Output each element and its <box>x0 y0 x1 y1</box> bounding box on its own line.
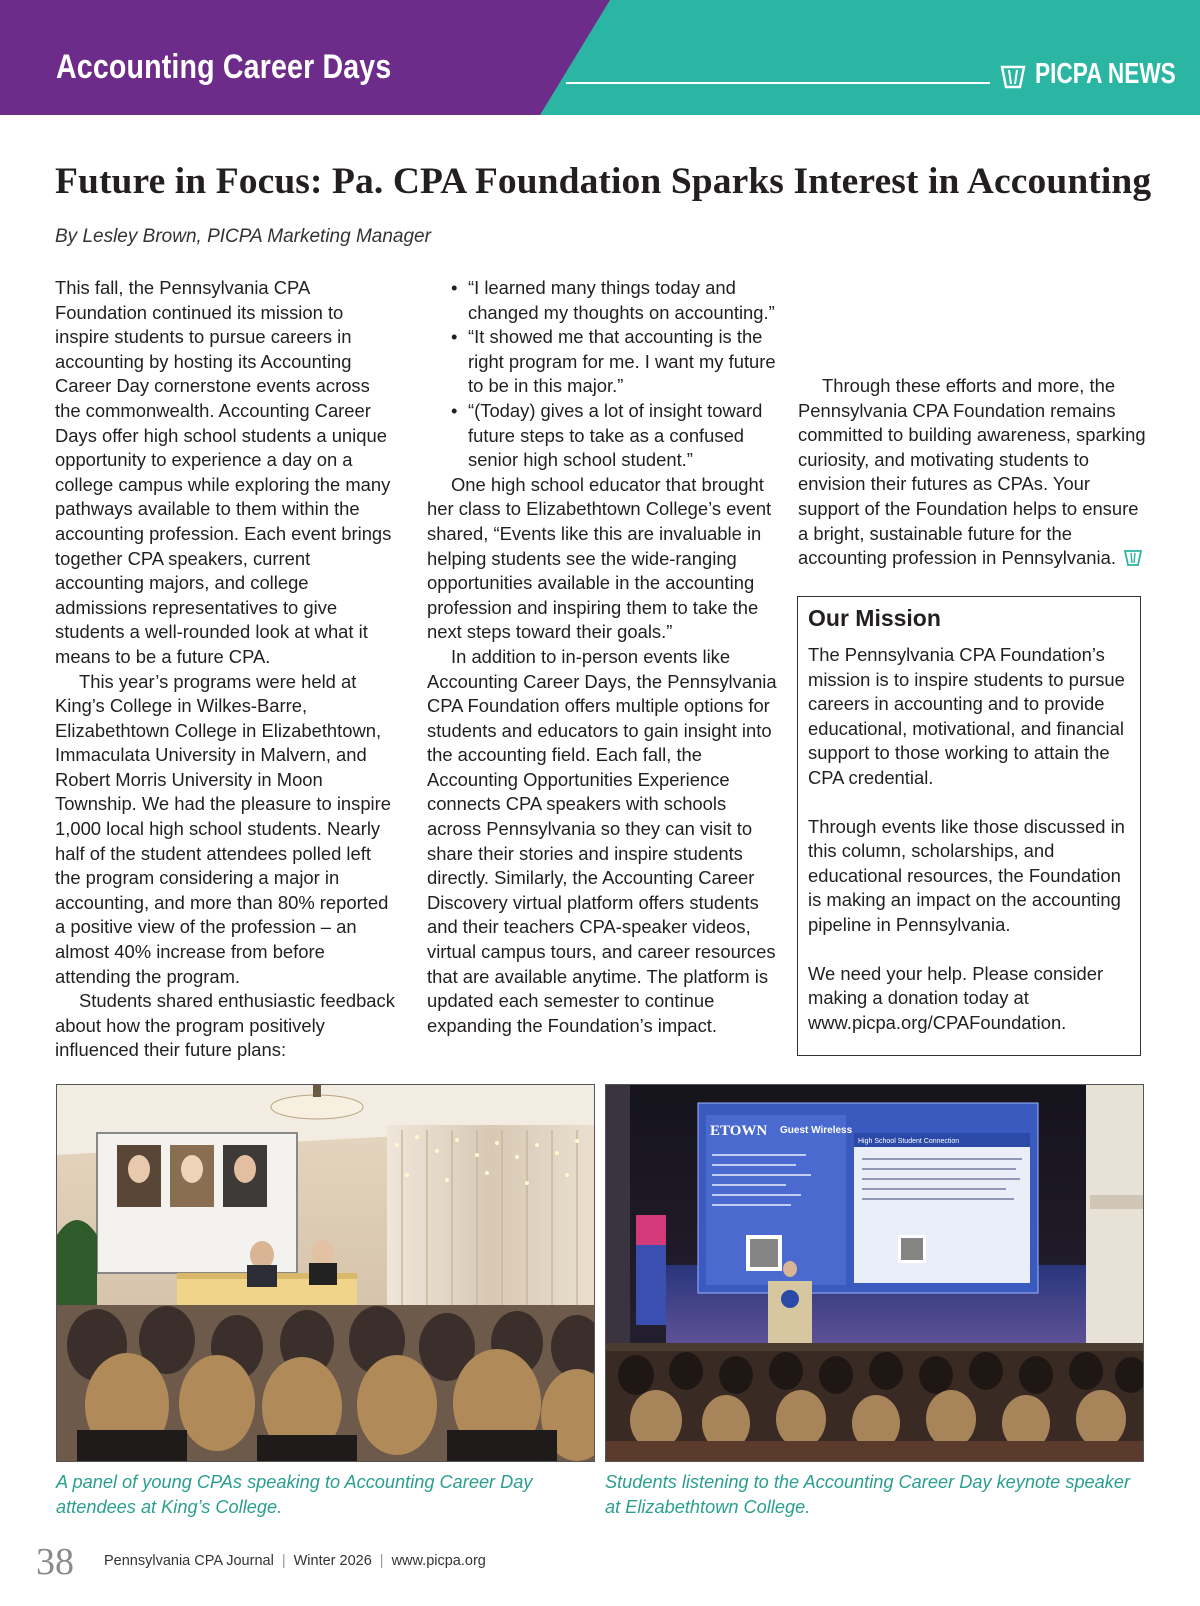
page-number: 38 <box>36 1541 74 1583</box>
end-of-article-icon <box>1124 549 1142 567</box>
article-paragraph: This year’s programs were held at King’s College in Wilkes-Barre, Elizabethtown College in Elizabethtown, Immaculata University in Malvern, and Robert Morris University in Moon Township. We had the pleasure to inspire 1,000 local high school students. Nearly half of the student attendees polled left the program considering a major in accounting, and more than 80% reported a positive view of the profession – an almost 40% increase from before attending the program. <box>55 670 391 987</box>
article-paragraph: Students shared enthusiastic feedback about how the program positively influenced their future plans: <box>55 990 395 1061</box>
mission-donation-paragraph: We need your help. Please consider making a donation today at www.picpa.org/CPAFoundation. <box>808 962 1104 1033</box>
mission-title: Our Mission <box>808 605 941 631</box>
photo-caption-left: A panel of young CPAs speaking to Accounting Career Day attendees at King’s College. <box>56 1472 533 1517</box>
footer-separator: | <box>281 1553 286 1569</box>
footer-website-link[interactable]: www.picpa.org <box>391 1553 486 1569</box>
keynote-photo-illustration <box>606 1085 1144 1462</box>
photo-keynote-elizabethtown <box>605 1084 1144 1462</box>
footer-journal: Pennsylvania CPA Journal <box>104 1553 274 1569</box>
picpa-keystone-icon <box>1000 64 1026 90</box>
article-paragraph: This fall, the Pennsylvania CPA Foundation continued its mission to inspire students to pursue careers in accounting by hosting its Accounting Career Day cornerstone events across the commonwealth. Accounting Career Days offer high school students a unique opportunity to experience a day on a college campus while exploring the many pathways available to them within the accounting profession. Each event brings together CPA speakers, current accounting majors, and college admissions representatives to give students a well-rounded look at what it means to be a future CPA. <box>55 277 392 667</box>
quote-item: • “(Today) gives a lot of insight toward future steps to take as a confused senior high school student.” <box>427 399 777 473</box>
article-column-3 <box>798 276 1146 571</box>
photo-caption-right: Students listening to the Accounting Career Day keynote speaker at Elizabethtown College. <box>605 1472 1131 1517</box>
mission-paragraph: Through events like those discussed in this column, scholarships, and educational resources, the Foundation is making an impact on the accounting pipeline in Pennsylvania. <box>808 815 1125 935</box>
screen-panel-text: High School Student Connection <box>858 1138 960 1145</box>
quote-item: • “It showed me that accounting is the right program for me. I want my future to be in this major.” <box>427 325 777 399</box>
article-paragraph: One high school educator that brought her class to Elizabethtown College’s event shared, “Events like this are invaluable in helping students see the wide-ranging opportunities available in the accounting profession and inspiring them to take the next steps toward their goals.” <box>427 473 772 643</box>
mission-paragraph: The Pennsylvania CPA Foundation’s mission is to inspire students to pursue careers in accounting and to provide educational, motivational, and financial support to those working to attain the CPA credential. <box>808 644 1125 788</box>
screen-title-text: Guest Wireless <box>780 1125 853 1136</box>
article-paragraph-closing <box>798 374 1146 571</box>
article-headline: Future in Focus: Pa. CPA Foundation Sparks Interest in Accounting <box>55 161 1152 202</box>
article-column-1 <box>55 276 400 1063</box>
footer-issue: Winter 2026 <box>293 1553 372 1569</box>
student-quotes-list <box>427 276 777 473</box>
picpa-news-label: PICPA NEWS <box>1035 58 1176 90</box>
footer-info <box>104 1553 486 1569</box>
banner-divider <box>566 82 990 84</box>
quote-item: • “I learned many things today and changed my thoughts on accounting.” <box>427 276 777 325</box>
section-title: Accounting Career Days <box>56 48 392 86</box>
panel-photo-illustration <box>57 1085 595 1462</box>
mission-sidebar <box>797 596 1141 1056</box>
article-column-2 <box>427 276 777 1038</box>
footer-separator: | <box>379 1553 384 1569</box>
article-paragraph: In addition to in-person events like Accounting Career Days, the Pennsylvania CPA Foundation offers multiple options for students and educators to gain insight into the accounting field. Each fall, the Accounting Opportunities Experience connects CPA speakers with schools across Pennsylvania so they can visit to share their stories and inspire students directly. Similarly, the Accounting Career Discovery virtual platform offers students and their teachers CPA-speaker videos, virtual campus tours, and career resources that are available anytime. The platform is updated each semester to continue expanding the Foundation’s impact. <box>427 645 777 1036</box>
closing-paragraph-text: Through these efforts and more, the Pennsylvania CPA Foundation remains committed to building awareness, sparking curiosity, and motivating students to envision their futures as CPAs. Your support of the Foundation helps to ensure a bright, sustainable future for the accounting profession in Pennsylvania. <box>798 375 1146 569</box>
photo-panel-kings-college <box>56 1084 595 1462</box>
screen-logo-text: ETOWN <box>710 1123 768 1139</box>
article-byline: By Lesley Brown, PICPA Marketing Manager <box>55 226 431 247</box>
section-banner <box>0 0 1200 115</box>
